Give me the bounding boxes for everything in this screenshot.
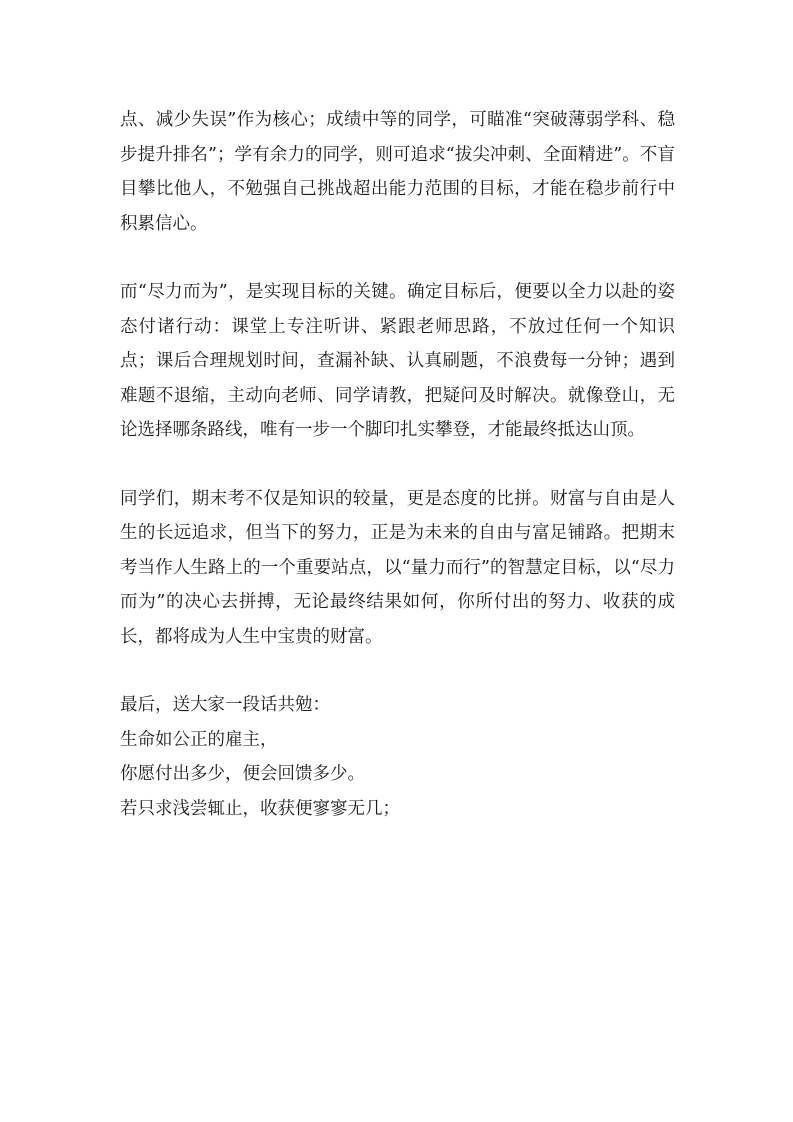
closing-line-1: 生命如公正的雇主，: [120, 729, 278, 750]
closing-line-2: 你愿付出多少，便会回馈多少。: [120, 764, 365, 784]
paragraph-effort: 而“尽力而为”，是实现目标的关键。确定目标后，便要以全力以赴的姿态付诸行动：课堂上专注听讲、紧跟老师思路，不放过任何一个知识点；课后合理规划时间，查漏补缺、认真刷题，不浪费每一分钟；遇到难题不退缩，主动向老师、同学请教，把疑问及时解决。就像登山，无论选择哪条路线，唯有一步一个脚印扎实攀登，才能最终抵达山顶。: [120, 282, 675, 440]
closing-line-intro: 最后，送大家一段话共勉：: [120, 695, 330, 715]
closing-verse: [120, 688, 675, 826]
paragraph-conclusion: 同学们，期末考不仅是知识的较量，更是态度的比拼。财富与自由是人生的长远追求，但当下的努力，正是为未来的自由与富足铺路。把期末考当作人生路上的一个重要站点，以“量力而行”的智慧定目标，以“尽力而为”的决心去拼搏，无论最终结果如何，你所付出的努力、收获的成长，都将成为人生中宝贵的财富。: [120, 488, 675, 647]
document-body: [120, 103, 675, 826]
paragraph-goal-setting: 点、减少失误”作为核心；成绩中等的同学，可瞄准“突破薄弱学科、稳步提升排名”；学有余力的同学，则可追求“拔尖冲刺、全面精进”。不盲目攀比他人，不勉强自己挑战超出能力范围的目标，才能在稳步前行中积累信心。: [120, 110, 675, 234]
closing-line-3: 若只求浅尝辄止，收获便寥寥无几；: [120, 798, 400, 819]
